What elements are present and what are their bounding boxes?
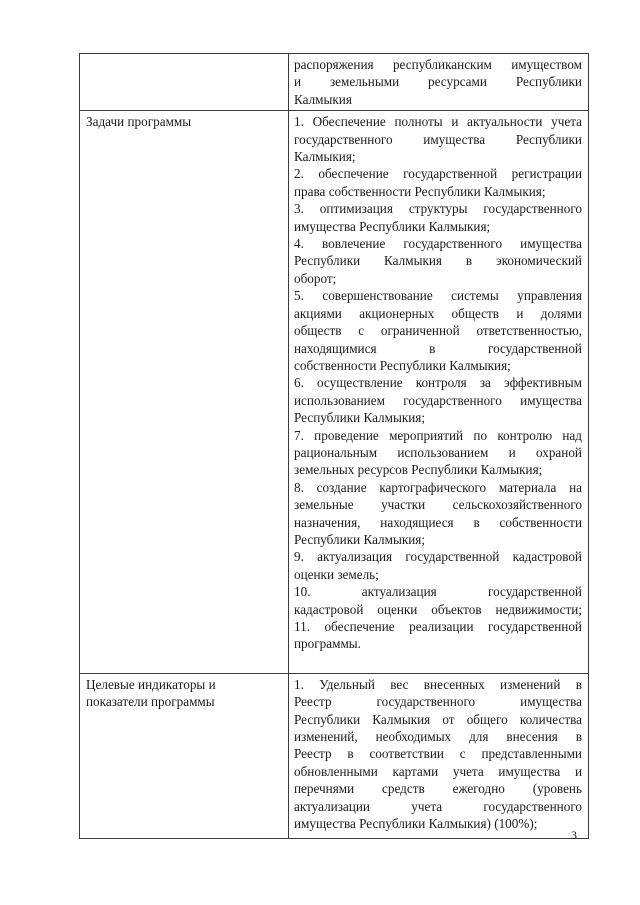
text-line: имущества Республики Калмыкия) (100%); [294,816,538,832]
text-line: Республики Калмыкия; [294,531,426,547]
text-line: государственного имущества Республики [294,131,582,147]
text-line: использованием государственного имущества [294,392,582,408]
text-line: обновленными картами учета имущества и [294,763,582,779]
row-label-tasks [80,111,289,674]
text-line: обществ с ограниченной ответственностью, [294,323,582,339]
text-line: 8. создание картографического материала на [294,479,582,495]
text-line: Республики Калмыкия от общего количества [294,711,582,727]
table-row [80,54,589,111]
text-line: Реестр государственного имущества [294,694,582,710]
page-number: 3 [571,828,577,842]
text-line: земельные участки сельскохозяйственного [294,497,582,513]
text-line: 5. совершенствование системы управления [294,288,582,304]
text-line: 7. проведение мероприятий по контролю над [294,427,582,443]
row-value-tasks [289,111,589,674]
table-row [80,673,589,838]
text-line: 2. обеспечение государственной регистрации [294,166,582,182]
text-line: кадастровой оценки объектов недвижимости; [294,601,582,617]
text-line: земельных ресурсов Республики Калмыкия; [294,462,543,478]
text-line: рациональным использованием и охраной [294,444,582,460]
program-passport-table [79,53,589,839]
text-line: 1. Удельный вес внесенных изменений в [294,676,582,692]
text-line: Калмыкия; [294,149,356,165]
row-value-indicators [289,673,589,838]
table-row [80,111,589,674]
text-line: актуализации учета государственного [294,798,582,814]
text-line: Республики Калмыкия; [294,410,426,426]
text-line: распоряжения республиканским имуществом [294,57,582,72]
row-label-indicators [80,673,289,838]
text-line: находящимися в государственной [294,340,582,356]
text-line: 4. вовлечение государственного имущества [294,236,582,252]
text-line: имущества Республики Калмыкия; [294,218,491,234]
text-line: изменений, необходимых для внесения в [294,729,582,745]
text-line: права собственности Республики Калмыкия; [294,183,546,199]
text-line: программы. [294,636,361,652]
text-line: акциями акционерных обществ и долями [294,305,582,321]
text-line: 11. обеспечение реализации государственной [294,619,582,634]
text-line: 10. актуализация государственной [294,584,582,600]
text-line: перечнями средств ежегодно (уровень [294,781,582,797]
label-text: Задачи программы [86,114,192,130]
text-line: Калмыкия [294,91,352,107]
text-line: и земельными ресурсами Республики [294,74,582,90]
text-line: 6. осуществление контроля за эффективным [294,375,582,391]
text-line: назначения, находящиеся в собственности [294,514,582,530]
text-line: оборот; [294,270,337,286]
label-line: показатели программы [86,694,215,710]
text-line: Реестр в соответствии с представленными [294,746,582,762]
text-line: собственности Республики Калмыкия; [294,357,511,373]
row-value-management [289,54,589,111]
text-line: 9. актуализация государственной кадастровой [294,549,582,565]
text-line: 3. оптимизация структуры государственного [294,201,582,217]
text-line: оценки земель; [294,566,379,582]
label-line: Целевые индикаторы и [86,676,216,692]
row-label-empty [80,54,289,111]
text-line: Республики Калмыкия в экономический [294,253,582,269]
text-line: 1. Обеспечение полноты и актуальности учета [294,114,582,130]
